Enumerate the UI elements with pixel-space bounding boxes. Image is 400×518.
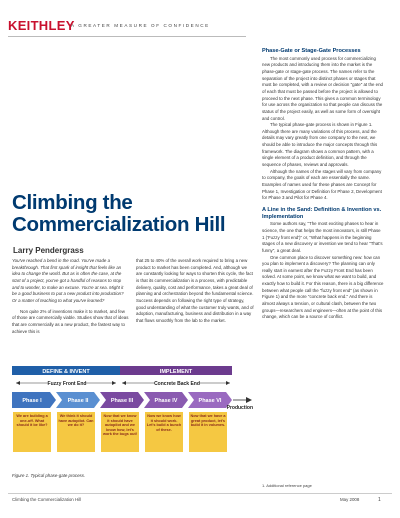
column-b [136,258,254,325]
figure-phase-gate [12,362,254,470]
production-label: Production [226,405,253,411]
footnote: 1. Additional reference page [262,483,312,488]
phase-2-label: Phase II [67,398,89,404]
concrete-back-end-label: Concrete Back End [154,381,200,387]
implement-label: IMPLEMENT [159,369,193,375]
fuzzy-front-end-label: Fuzzy Front End [47,381,87,387]
title-line-2: Commercialization Hill [12,213,226,236]
line-in-sand-para-1: Some authors say, "The most exciting phases to hear in science, the one that helps the most innovators, is still Phase 1 ('Fuzzy front end')" or, "What happens in the beginning stages of a new discovery or invention we tend to hear "That's funny", a great deal. [262,221,383,253]
page-number: 1 [378,497,381,503]
column-b-para: that 25 to 40% of the overall work required to bring a new product to market has been completed. And, although we are constantly looking for ways to shorten this cycle, the fact is that its commercialization is a process, with predictable delivery, quality, cost and performance, takes a great deal of planning and orchestration beyond the fundamental science. Success depends on following the right type of strategy, good understanding of what the customer truly wants, and of adoption, manufacturing, business and distribution in a way that flows smoothly from the lab to the market. [136,258,254,323]
header-rule [8,36,246,37]
keithley-logo: KEITHLEY [8,18,75,33]
phase-1-label: Phase I [22,398,42,404]
footer-date: May 2008 [340,497,360,502]
define-invent-label: DEFINE & INVENT [42,369,90,375]
phase-gate-diagram [12,362,254,470]
line-in-sand-para-2: One common place to discover something new: how can you plan to implement a discovery? The planning can only really start in earnest after the Fuzzy Front End has been solved. At some point, we know what we want to build, and exactly how to build it. For this reason, there is a big difference between what people call the "fuzzy front end" (as shown in Figure 1) and the more "concrete back end." And there is almost always a tension, or cultural clash, between the two groups—researchers and engineers—often at the point of this change, which can be a source of conflict. [262,254,384,320]
footer-article-title: Climbing the Commercialization Hill [12,497,82,502]
footer-rule [8,493,392,494]
column-a-intro: You've reached a bend in the road. You've made a breakthrough. That first spark of insight that feels like an idea to change the world. But as is often the case, at the start of a project, you've got a handful of reasons to stop and to wonder, to make an excuse. You're at sea. Might it be a good business to put a new product into production? Or a matter of teaching to what you've learned? [12,258,124,303]
phase-4-note: Now we know how it should work. Let's build a bunch of these. [146,414,182,432]
column-a [12,258,129,335]
column-a-para: Non quite 2% of inventions make it to market, and few of those are commercially viable. Studies show that of ideas that are commercially as a new product, the fastest way to achieve this is [12,308,129,334]
phase-chevrons [12,392,232,408]
section-heading-line-in-sand: A Line in the Sand: Definition & Invention vs. Implementation [262,207,382,220]
phase-gate-para-3: Although the names of the stages will vary from company to company, the goals of each are essentially the same. Examples of names used for these phases are Concept for Phase 1, Investigation or Definition for Phase 2, Development for Phase 3 and Pilot for Phase 4. [262,168,382,201]
phase-1-note: We are building a one-off. What should it be like? [16,414,48,428]
production-arrow-head [246,397,252,403]
fuzzy-arrow-right [112,381,116,385]
phase-4-label: Phase IV [154,398,178,404]
phase-5-label: Phase VI [198,398,222,404]
tagline: A GREATER MEASURE OF CONFIDENCE [71,23,210,28]
title-line-1: Climbing the [12,191,133,214]
concrete-arrow-right [226,381,230,385]
phase-gate-para-1: The most commonly used process for commercializing new products and introducing them into the market is the phase-gate or stage-gate process. The names refer to the separation of the project into distinct phases or stages that must be completed, with a review or decision "gate" at the end of each that must be passed before the project is allowed to proceed to the next phase. This gives a common terminology for use across the organization so that people can discuss the status of the project easily, as well as some form of oversight and control. [262,55,383,121]
fuzzy-arrow-left [16,381,20,385]
phase-3-label: Phase III [110,398,134,404]
author-name: Larry Pendergrass [13,246,84,255]
article-title [12,192,252,236]
phase-5-note: Now that we have a great product, let's build it in volumes. [190,414,226,428]
section-heading-phase-gate: Phase-Gate or Stage-Gate Processes [262,48,361,54]
phase-2-note: We think it should have autopilot. Can we do it? [58,414,94,428]
phase-3-note: Now that we know it should have autopilot and we know how, let's work the bugs out! [103,414,137,437]
column-c [262,48,384,321]
figure-caption: Figure 1. Typical phase-gate process. [12,473,86,478]
phase-gate-para-2: The typical phase-gate process is shown in Figure 1. Although there are many variations of this process, and the details may vary greatly from one company to the next, we should be able to introduce the major concepts through this framework. The diagram shows a common pattern, with a single element of a product definition, and through the sequence of phases, reviews and approvals. [262,122,378,168]
concrete-arrow-left [122,381,126,385]
